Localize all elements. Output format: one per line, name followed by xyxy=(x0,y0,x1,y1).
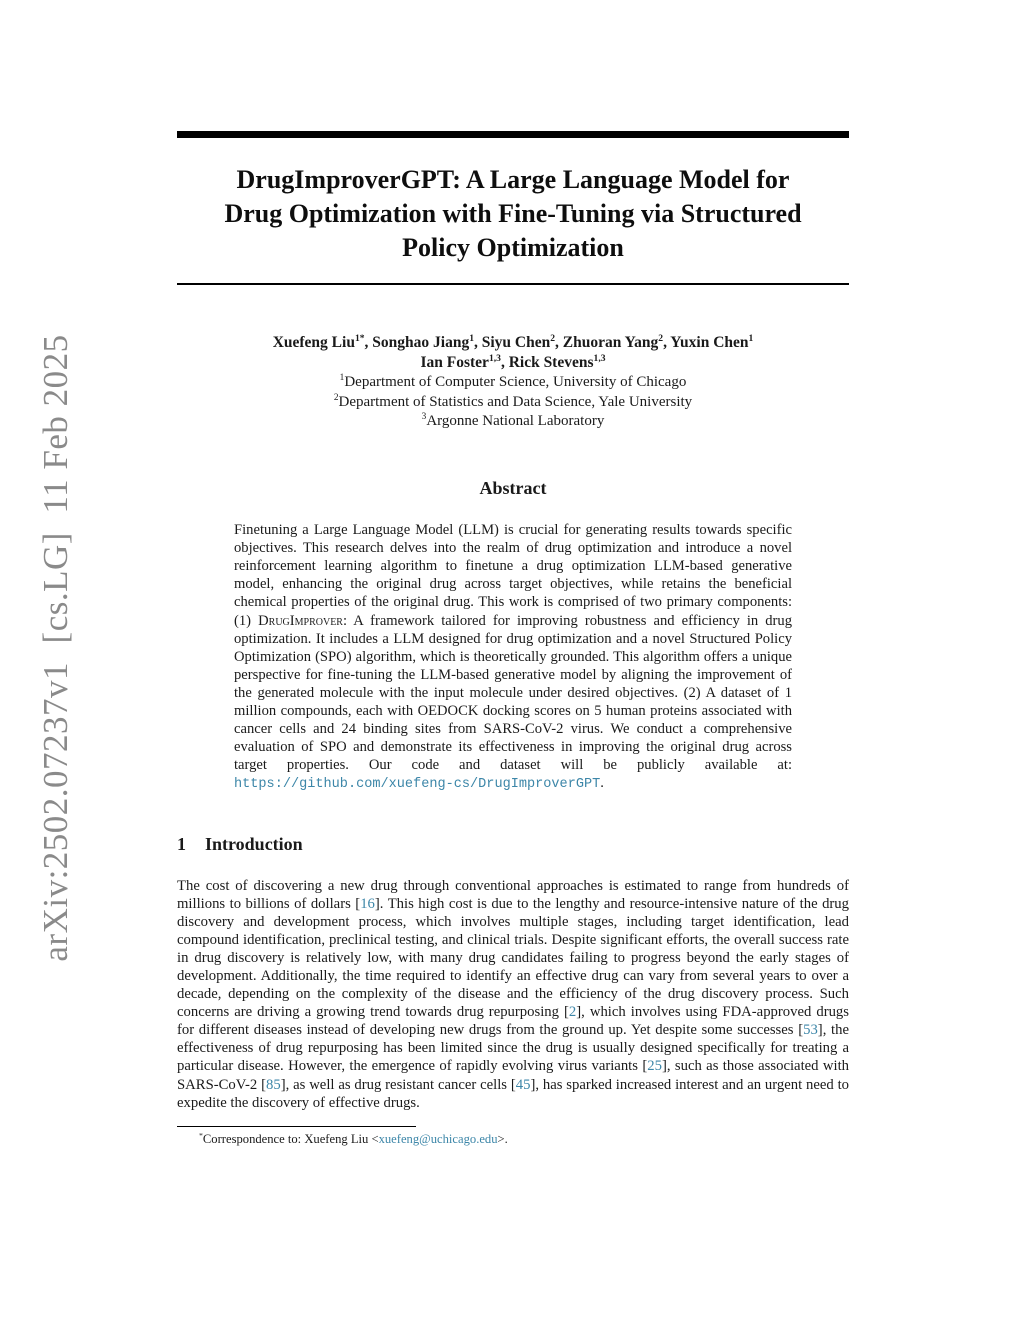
superscript: 1 xyxy=(339,373,345,383)
citation-link[interactable]: 45 xyxy=(515,1076,531,1093)
superscript: 2 xyxy=(550,332,556,344)
paper-title-line-3: Policy Optimization xyxy=(402,233,624,262)
superscript: 1 xyxy=(748,332,754,344)
section-heading-introduction xyxy=(177,833,849,855)
affiliation-1: $^1$Department of Computer Science, University of Chicago xyxy=(339,373,687,390)
correspondence-footnote: *Correspondence to: Xuefeng Liu <xuefeng@uchicago.edu>. xyxy=(199,1130,508,1146)
title-rule-bottom xyxy=(177,283,849,285)
inline-link[interactable]: xuefeng@uchicago.edu xyxy=(378,1131,498,1146)
superscript: 2 xyxy=(658,332,664,344)
abstract-heading: Abstract xyxy=(479,478,547,499)
paper-content-column xyxy=(177,0,849,1147)
section-title: Introduction xyxy=(205,833,303,854)
superscript: 1,3 xyxy=(593,352,606,364)
arxiv-watermark: arXiv:2502.07237v1 [cs.LG] 11 Feb 2025 xyxy=(36,334,75,962)
abstract-text: Finetuning a Large Language Model (LLM) is crucial for generating results towards specific objectives. This research delves into the realm of drug optimization and introduce a novel reinforcement learning algorithm to finetune a drug optimization LLM-based generative model, enhancing the original drug across target objectives, while retains the beneficial chemical properties of the original drug. This work is comprised of two primary components: (1) DrugImprover: A framework tailored for improving robustness and efficiency in drug optimization. It includes a LLM designed for drug optimization and a novel Structured Policy Optimization (SPO) algorithm, which is theoretically grounded. This algorithm offers a unique perspective for fine-tuning the LLM-based generative model by aligning the improvement of the generated molecule with the input molecule under desired objectives. (2) A dataset of 1 million compounds, each with OEDOCK docking scores on 5 human proteins associated with cancer cells and 24 binding sites from SARS-CoV-2 virus. We conduct a comprehensive evaluation of SPO and demonstrate its effectiveness in improving the original drug across target properties. Our code and dataset will be publicly available at: https://github.com/xuefeng-cs/DrugImproverGPT. xyxy=(234,522,792,793)
footnote-block xyxy=(177,1126,849,1147)
superscript: 1 xyxy=(469,332,474,344)
paper-title xyxy=(177,163,849,265)
title-rule-top xyxy=(177,131,849,138)
superscript: 3 xyxy=(421,412,427,423)
author-block xyxy=(177,333,849,432)
paper-title-line-1: DrugImproverGPT: A Large Language Model for xyxy=(236,165,790,194)
affiliation-3: $^3$Argonne National Laboratory xyxy=(421,412,605,430)
introduction-paragraph: The cost of discovering a new drug through conventional approaches is estimated to range from hundreds of millions to billions of dollars [16]. This high cost is due to the lengthy and resource-intensive nature of the drug discovery and development process, which involves multiple stages, including target identification, lead compound identification, preclinical testing, and clinical trials. Despite significant efforts, the overall success rate in drug discovery is relatively low, with many drug candidates failing to progress beyond the early stages of development. Additionally, the time required to identify an effective drug can vary from several years to over a decade, depending on the complexity of the disease and the efficiency of the drug discovery process. Such concerns are driving a growing trend towards drug repurposing [2], which involves using FDA-approved drugs for different diseases instead of developing new drugs from the ground up. Yet despite some successes [53], the effectiveness of drug repurposing has been limited since the drug is usually designed specifically for treating a particular disease. However, the emergence of rapidly evolving virus variants [25], such as those associated with SARS-CoV-2 [85], as well as drug resistant cancer cells [45], has sparked increased interest and an urgent need to expedite the discovery of effective drugs. xyxy=(177,877,849,1111)
affiliation-2: $^2$Department of Statistics and Data Science, Yale University xyxy=(333,392,693,410)
paper-title-line-2: Drug Optimization with Fine-Tuning via Structured xyxy=(224,199,802,228)
superscript: 2 xyxy=(333,392,339,403)
superscript: * xyxy=(199,1130,203,1140)
citation-link[interactable]: 2 xyxy=(568,1004,577,1021)
citation-link[interactable]: 16 xyxy=(360,895,375,912)
citation-link[interactable]: 85 xyxy=(266,1076,281,1093)
author-line-2: Ian Foster$^{1,3}$, Rick Stevens$^{1,3}$ xyxy=(420,352,606,371)
footnote-rule xyxy=(177,1126,416,1127)
superscript: 1,3 xyxy=(488,352,501,364)
section-number: 1 xyxy=(177,833,186,854)
citation-link[interactable]: 25 xyxy=(647,1058,662,1075)
author-line-1: Xuefeng Liu$^{1*}$, Songhao Jiang$^1$, Siyu Chen$^2$, Zhuoran Yang$^2$, Yuxin Chen$^1$ xyxy=(272,332,754,351)
smallcaps-term: DrugImprover xyxy=(258,612,343,629)
superscript: 1* xyxy=(354,332,365,344)
url-link[interactable]: https://github.com/xuefeng-cs/DrugImproverGPT xyxy=(234,777,601,793)
citation-link[interactable]: 53 xyxy=(803,1022,818,1039)
